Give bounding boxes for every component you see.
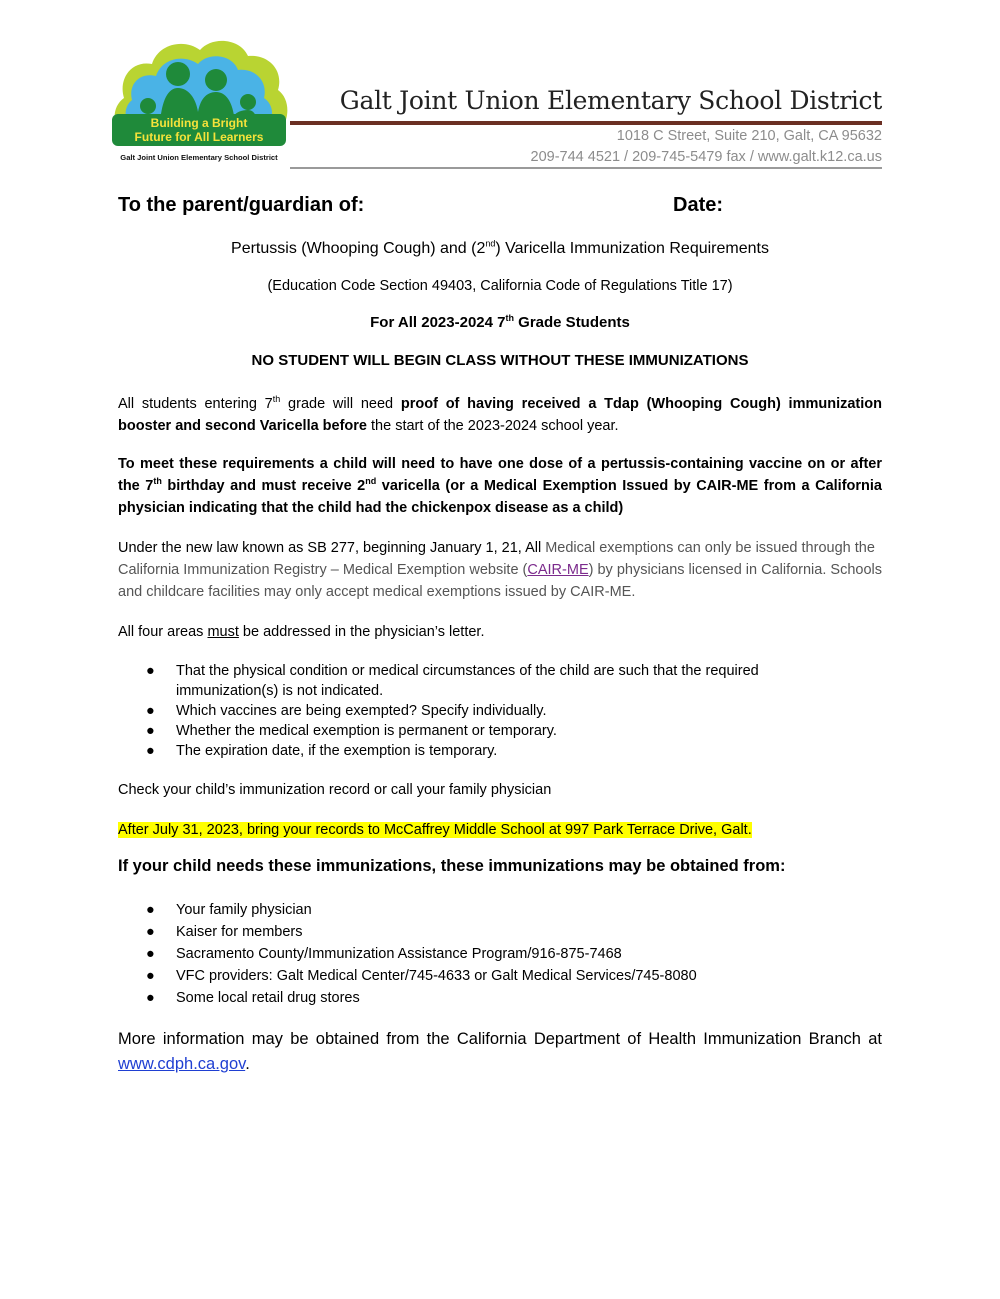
date-label: Date:: [673, 194, 724, 216]
exemption-requirements-list: [146, 661, 846, 761]
grade-line: For All 2023-2024 7th Grade Students: [370, 313, 630, 331]
cdph-link[interactable]: www.cdph.ca.gov: [118, 1055, 246, 1073]
providers-list: [146, 899, 846, 1009]
salutation: To the parent/guardian of:: [118, 194, 365, 216]
logo-figure-head: [205, 69, 227, 91]
cair-me-link[interactable]: CAIR-ME: [527, 562, 589, 578]
list-item: ● The expiration date, if the exemption is temporary.: [146, 743, 498, 759]
logo-text-line1: Building a Bright: [150, 116, 248, 130]
law-paragraph: Under the new law known as SB 277, beginning January 1, 21, All Medical exemptions can only be issued through the California Immunization Registry – Medical Exemption website (CAIR-ME) by physicians licensed in California. Schools and childcare facilities may only accept medical exemptions issued by CAIR-ME.: [118, 540, 882, 600]
district-address: 1018 C Street, Suite 210, Galt, CA 95632: [616, 128, 882, 144]
list-item: ● Some local retail drug stores: [146, 990, 360, 1006]
list-item: ● Sacramento County/Immunization Assistance Program/916-875-7468: [146, 946, 622, 962]
notice-title: Pertussis (Whooping Cough) and (2nd) Varicella Immunization Requirements: [231, 238, 769, 257]
district-logo: [108, 30, 290, 168]
logo-figure-head: [140, 98, 156, 114]
records-deadline-note: After July 31, 2023, bring your records to McCaffrey Middle School at 997 Park Terrace Drive, Galt.: [118, 822, 752, 838]
district-name: Galt Joint Union Elementary School District: [339, 86, 882, 115]
letterhead-rule: [290, 121, 882, 125]
list-item: ● Whether the medical exemption is permanent or temporary.: [146, 723, 557, 739]
requirements-paragraph: To meet these requirements a child will need to have one dose of a pertussis-containing vaccine on or after the 7th birthday and must receive 2nd varicella (or a Medical Exemption Issued by CAIR-ME from a California physician indicating that the child had the chickenpox disease as a child): [118, 456, 882, 516]
list-item: ● Kaiser for members: [146, 924, 303, 940]
list-item: ● Which vaccines are being exempted? Specify individually.: [146, 703, 547, 719]
code-reference: (Education Code Section 49403, California Code of Regulations Title 17): [267, 278, 733, 294]
intro-paragraph: All students entering 7th grade will need proof of having received a Tdap (Whooping Cough) immunization booster and second Varicella before the start of the 2023-2024 school year.: [118, 394, 883, 434]
list-item: ● That the physical condition or medical circumstances of the child are such that the required immunization(s) is not indicated.: [146, 663, 759, 699]
logo-text-line2: Future for All Learners: [134, 130, 264, 144]
check-record-line: Check your child’s immunization record or call your family physician: [118, 782, 552, 798]
four-areas-paragraph: All four areas must be addressed in the physician’s letter.: [118, 624, 485, 640]
letterhead-rule-light: [290, 167, 882, 169]
warning-line: NO STUDENT WILL BEGIN CLASS WITHOUT THESE IMMUNIZATIONS: [251, 352, 749, 369]
district-contact: 209-744 4521 / 209-745-5479 fax / www.galt.k12.ca.us: [530, 149, 882, 165]
obtain-heading: If your child needs these immunizations, these immunizations may be obtained from:: [118, 857, 786, 875]
logo-figure-head: [166, 62, 190, 86]
more-info-paragraph: More information may be obtained from the California Department of Health Immunization Branch at www.cdph.ca.gov.: [118, 1030, 882, 1073]
logo-figure-head: [240, 94, 256, 110]
list-item: ● VFC providers: Galt Medical Center/745-4633 or Galt Medical Services/745-8080: [146, 968, 697, 984]
list-item: ● Your family physician: [146, 902, 312, 918]
logo-caption: Galt Joint Union Elementary School District: [120, 153, 278, 162]
